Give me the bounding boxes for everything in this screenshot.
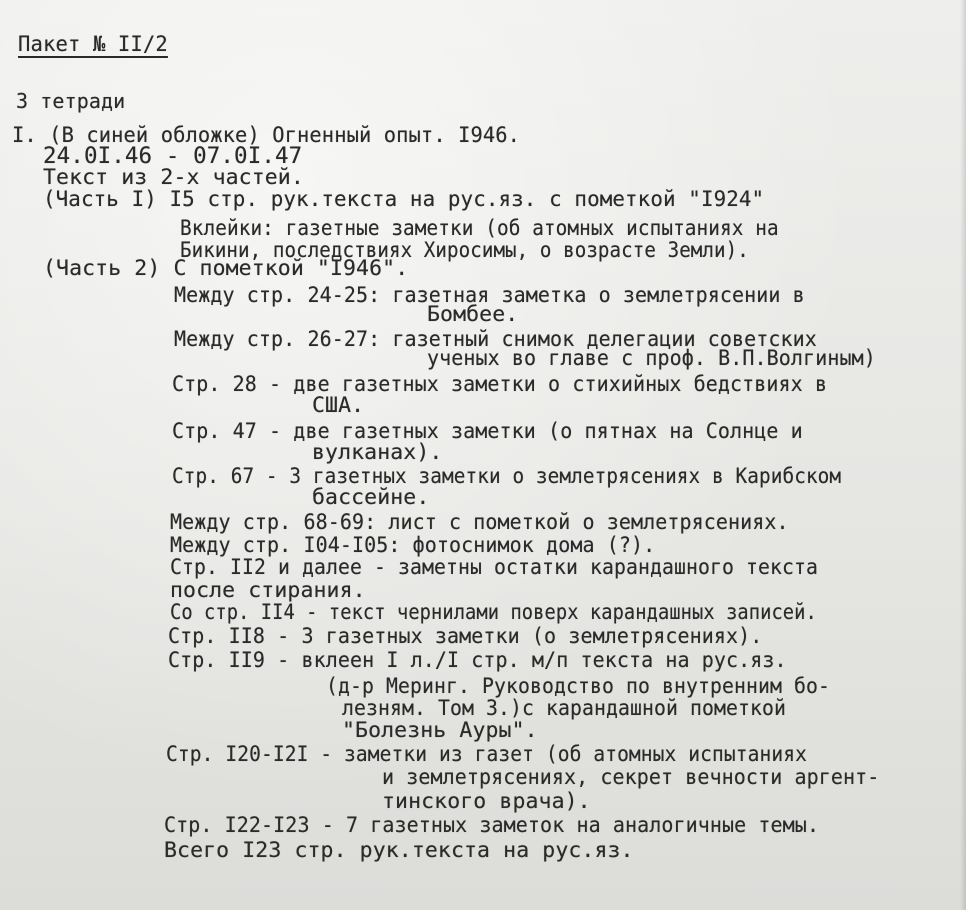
part-1-line: (Часть I) I5 стр. рук.текста на рус.яз. с пометкой "I924" — [43, 187, 765, 212]
entry-pages-120-121-cont-2: тинского врача). — [382, 789, 591, 814]
entry-pages-122-123: Стр. I22-I23 - 7 газетных заметок на аналогичные темы. — [164, 813, 820, 838]
entry-page-118: Стр. II8 - 3 газетных заметки (о землетрясениях). — [168, 624, 763, 649]
entry-page-112: Стр. II2 и далее - заметны остатки карандашного текста — [170, 555, 819, 580]
page-edge-shadow — [960, 0, 966, 910]
notebook-count: 3 тетради — [16, 89, 126, 113]
entry-pages-26-27-cont: ученых во главе с проф. В.П.Волгиным) — [427, 346, 876, 371]
inserts-line: Вклейки: газетные заметки (об атомных испытаниях на — [180, 216, 779, 241]
part-2-line: (Часть 2) С пометкой "I946". — [43, 256, 409, 281]
entry-page-67: Стр. 67 - 3 газетных заметки о землетрясениях в Карибском — [172, 464, 842, 489]
entry-page-47-cont: вулканах). — [312, 440, 443, 465]
entry-heading: I. (В синей обложке) Огненный опыт. I946. — [12, 123, 521, 148]
entry-page-112-cont: после стирания. — [170, 578, 366, 603]
entry-page-28-cont: США. — [312, 393, 365, 418]
entry-page-67-cont: бассейне. — [312, 485, 430, 510]
total-pages: Всего I23 стр. рук.текста на рус.яз. — [164, 838, 634, 863]
inserts-line-cont: Бикини, последствиях Хиросимы, о возрасте Земли). — [180, 238, 749, 263]
entry-pages-68-69: Между стр. 68-69: лист с пометкой о землетрясениях. — [170, 510, 789, 535]
entry-pages-24-25-cont: Бомбее. — [427, 302, 519, 327]
entry-page-119-cont-3: "Болезнь Ауры". — [342, 718, 538, 743]
entry-page-119-cont-2: лезням. Том 3.)с карандашной пометкой — [342, 696, 787, 721]
entry-page-47: Стр. 47 - две газетных заметки (о пятнах на Солнце и — [172, 419, 803, 444]
entry-page-119: Стр. II9 - вклеен I л./I стр. м/п текста на рус.яз. — [168, 648, 787, 673]
entry-pages-24-25: Между стр. 24-25: газетная заметка о землетрясении в — [174, 283, 805, 308]
text-parts: Текст из 2-х частей. — [43, 165, 304, 190]
entry-pages-120-121: Стр. I20-I2I - заметки из газет (об атомных испытаниях — [166, 742, 807, 767]
entry-pages-26-27: Между стр. 26-27: газетный снимок делегации советских — [174, 327, 817, 352]
packet-title: Пакет № II/2 — [18, 32, 168, 56]
entry-page-114: Со стр. II4 - текст чернилами поверх карандашных записей. — [170, 600, 817, 625]
entry-page-28: Стр. 28 - две газетных заметки о стихийных бедствиях в — [172, 372, 828, 397]
entry-pages-104-105: Между стр. I04-I05: фотоснимок дома (?). — [170, 533, 656, 558]
date-range: 24.0I.46 - 07.0I.47 — [43, 143, 303, 169]
entry-pages-120-121-cont: и землетрясениях, секрет вечности аргент- — [382, 765, 880, 790]
entry-page-119-cont-1: (д-р Меринг. Руководство по внутренним бо- — [326, 674, 831, 699]
